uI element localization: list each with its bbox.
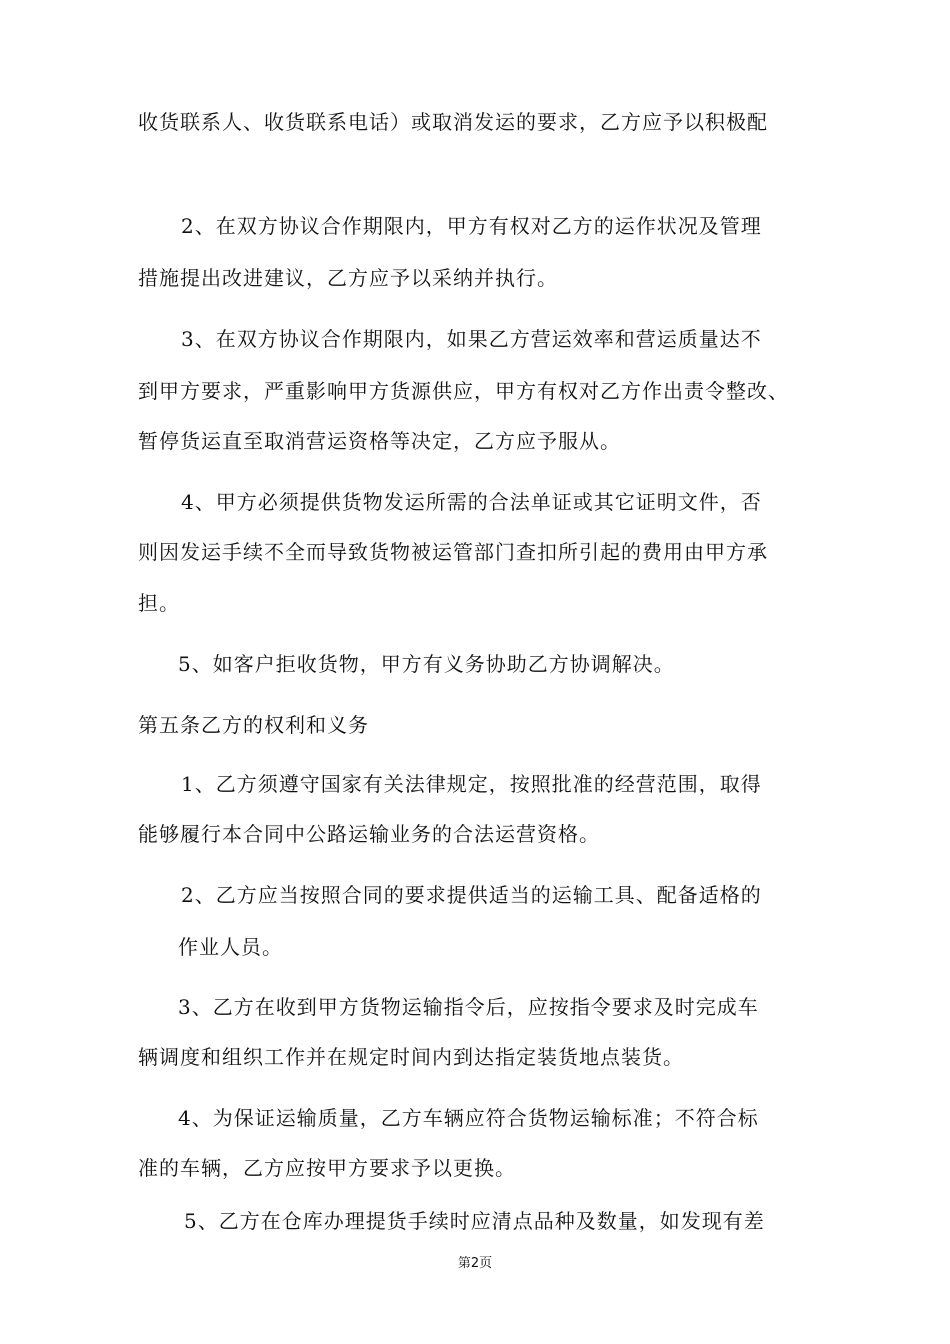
- text-line-14: 2、乙方应当按照合同的要求提供适当的运输工具、配备适格的: [181, 883, 762, 907]
- text-line-7: 4、甲方必须提供货物发运所需的合法单证或其它证明文件，否: [181, 490, 762, 514]
- text-line-2: 2、在双方协议合作期限内，甲方有权对乙方的运作状况及管理: [181, 214, 762, 238]
- text-line-10: 5、如客户拒收货物，甲方有义务协助乙方协调解决。: [178, 652, 675, 676]
- text-line-5: 到甲方要求，严重影响甲方货源供应，甲方有权对乙方作出责令整改、: [138, 379, 789, 403]
- text-line-3: 措施提出改进建议，乙方应予以采纳并执行。: [138, 266, 558, 290]
- section-heading: 第五条乙方的权利和义务: [138, 713, 369, 737]
- text-line-13: 能够履行本合同中公路运输业务的合法运营资格。: [138, 822, 600, 846]
- text-line-4: 3、在双方协议合作期限内，如果乙方营运效率和营运质量达不: [181, 327, 762, 351]
- text-line-12: 1、乙方须遵守国家有关法律规定，按照批准的经营范围，取得: [181, 772, 762, 796]
- text-line-1: 收货联系人、收货联系电话）或取消发运的要求，乙方应予以积极配: [138, 110, 768, 134]
- text-line-20: 5、乙方在仓库办理提货手续时应清点品种及数量，如发现有差: [184, 1209, 765, 1233]
- text-line-8: 则因发运手续不全而导致货物被运管部门查扣所引起的费用由甲方承: [138, 540, 768, 564]
- text-line-19: 准的车辆，乙方应按甲方要求予以更换。: [138, 1156, 516, 1180]
- text-line-9: 担。: [138, 591, 180, 615]
- text-line-17: 辆调度和组织工作并在规定时间内到达指定装货地点装货。: [138, 1045, 684, 1069]
- text-line-16: 3、乙方在收到甲方货物运输指令后，应按指令要求及时完成车: [178, 995, 759, 1019]
- page-number: 第2页: [457, 1256, 493, 1271]
- text-line-15: 作业人员。: [178, 935, 283, 959]
- text-line-18: 4、为保证运输质量，乙方车辆应符合货物运输标准；不符合标: [178, 1106, 759, 1130]
- text-line-6: 暂停货运直至取消营运资格等决定，乙方应予服从。: [138, 429, 621, 453]
